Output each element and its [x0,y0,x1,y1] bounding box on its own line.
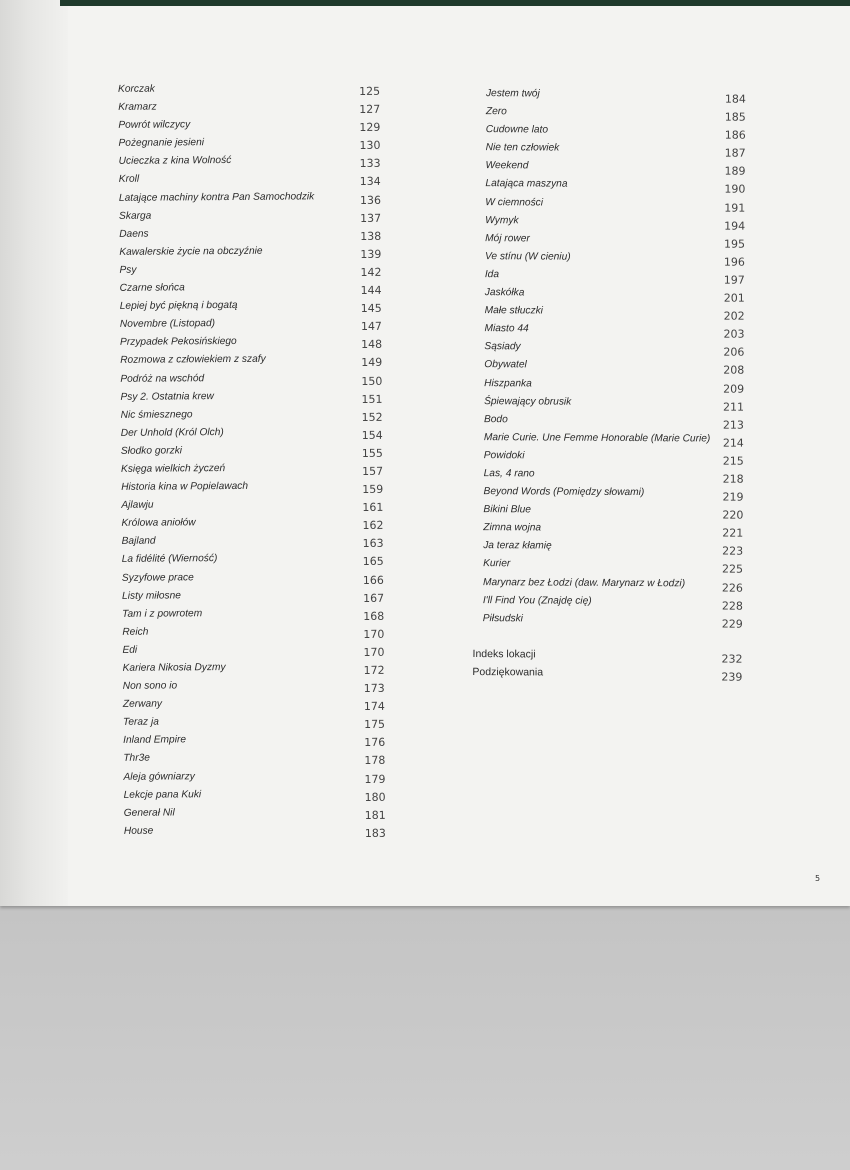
toc-entry-title: La fidélité (Wierność) [121,553,218,566]
toc-entry-page: 152 [361,410,383,424]
toc-entry-page: 197 [723,273,745,287]
toc-entry [467,305,767,325]
toc-entry-page: 180 [364,790,386,804]
toc-entry [467,287,767,307]
toc-entry-title: Generał Nil [123,807,175,819]
toc-entry-title: Czarne słońca [119,282,185,294]
toc-entry-page: 154 [361,428,383,442]
toc-entry-page: 136 [359,193,381,207]
toc-entry-title: Psy 2. Ostatnia krew [120,390,214,403]
toc-entry [465,522,765,542]
toc-entry-page: 201 [723,291,745,305]
toc-entry [102,317,402,337]
toc-entry-title: Kariera Nikosia Dyzmy [122,662,226,674]
toc-entry [468,106,768,126]
toc-entry [467,269,767,289]
toc-entry [465,540,765,560]
toc-entry [102,281,402,301]
toc-entry-page: 221 [722,526,744,540]
toc-entry-title: Bajland [121,535,156,548]
toc-entry [466,323,766,343]
toc-entry [102,335,402,355]
toc-entry-title: Listy miłosne [121,590,181,602]
toc-entry-title: Obywatel [484,359,527,371]
toc-entry [105,697,405,717]
toc-entry-page: 232 [721,652,743,666]
toc-entry-title: Historia kina w Popielawach [121,480,249,493]
toc-entry-title: Aleja gówniarzy [123,770,195,783]
toc-entry-page: 191 [724,201,746,215]
toc-entry [105,679,405,699]
toc-entry [103,516,403,536]
toc-entry-page: 137 [360,211,382,225]
toc-entry-page: 214 [722,436,744,450]
toc-entry-page: 220 [722,508,744,522]
toc-entry-page: 184 [724,92,746,106]
toc-entry [103,462,403,482]
toc-entry [101,190,401,210]
toc-entry-title: Ida [484,269,500,281]
toc-entry [105,715,405,735]
toc-entry-title: Kurier [483,558,511,570]
toc-entry [104,534,404,554]
toc-entry-page: 163 [362,537,384,551]
toc-entry-page: 190 [724,183,746,197]
toc-entry-page: 157 [361,464,384,478]
toc-entry-page: 159 [362,482,384,497]
toc-entry [106,805,406,825]
toc-entry-title: Latające machiny kontra Pan Samochodzik [118,190,315,204]
toc-entry-title: Daens [119,228,149,240]
toc-entry [100,100,400,120]
toc-entry-title: Bodo [483,413,508,425]
toc-entry [100,136,400,156]
toc-entry [465,504,765,524]
toc-entry [465,558,765,578]
toc-entry-title: Syzyfowe prace [121,571,194,584]
toc-entry-title: Księga wielkich życzeń [120,462,226,475]
toc-entry-page: 211 [723,400,745,414]
toc-entry-page: 175 [363,718,386,732]
toc-entry [103,498,403,518]
toc-entry [467,251,767,271]
toc-entry-page: 194 [724,219,746,233]
toc-entry-page: 176 [364,736,386,750]
toc-entry [466,414,766,434]
toc-entry [102,353,402,373]
toc-entry-page: 155 [361,446,383,460]
toc-entry-title: Teraz ja [122,716,159,729]
toc-entry [101,263,401,283]
toc-entry-page: 187 [724,146,746,160]
toc-entry-page: 186 [724,128,746,142]
toc-entry-page: 183 [364,826,386,840]
toc-entry [102,371,402,391]
toc-entry [466,468,766,488]
toc-entry [466,396,766,416]
toc-entry [103,407,403,427]
toc-entry [467,215,767,235]
toc-entry-title: Ucieczka z kina Wolność [118,155,232,168]
toc-entry-title: Bikini Blue [483,504,532,516]
toc-entry [104,643,404,663]
toc-entry [467,160,767,180]
toc-entry-page: 166 [362,573,384,587]
toc-entry [467,233,767,253]
toc-entry [100,118,400,138]
toc-entry-page: 134 [359,175,381,189]
toc-entry-page: 225 [722,562,744,577]
toc-entry-page: 223 [722,544,744,559]
toc-entry-title: Rozmowa z człowiekiem z szafy [120,354,266,367]
toc-entry-page: 178 [364,754,386,768]
toc-entry-title: Lepiej być piękną i bogatą [119,300,238,312]
toc-entry [104,552,404,572]
toc-entry-page: 150 [361,374,383,388]
toc-entry-title: Wymyk [485,214,519,226]
toc-entry-title: Skarga [118,210,152,222]
toc-entry-title: Novembre (Listopad) [119,318,216,331]
toc-entry-title: Edi [122,644,138,656]
toc-entry-page: 145 [360,301,382,316]
toc-entry-page: 206 [723,345,745,360]
toc-entry-title: Marie Curie. Une Femme Honorable (Marie Curie) [483,431,711,445]
toc-entry-title: Der Unhold (Król Olch) [120,426,224,439]
toc-entry-page: 129 [359,120,381,135]
toc-entry-title: Jestem twój [485,88,540,100]
toc-entry-page: 239 [721,670,743,684]
background-surface [0,906,850,1170]
toc-column-left [100,82,406,844]
toc-entry-page: 173 [363,681,385,696]
toc-entry-page: 151 [361,392,383,406]
toc-entry-title: Zero [485,106,507,118]
toc-entry [103,444,403,464]
toc-entry-page: 228 [721,599,743,613]
toc-entry-page: 179 [364,772,386,786]
toc-entry-title: Ajlawju [121,499,154,512]
toc-entry-page: 125 [359,84,381,98]
toc-entry-title: Reich [122,626,149,638]
toc-entry [466,341,766,361]
toc-entry-page: 148 [361,338,383,352]
toc-entry [465,595,765,615]
toc-entry [104,606,404,626]
toc-entry-title: Latająca maszyna [485,178,568,191]
toc-entry-page: 185 [724,110,746,124]
toc-entry-title: Śpiewający obrusik [484,395,572,408]
toc-entry-title: Zerwany [122,698,162,711]
toc-entry-title: Powidoki [483,449,525,462]
toc-entry-title: Mój rower [485,232,530,245]
toc-entry [466,432,766,452]
toc-entry-page: 170 [363,645,385,659]
toc-entry-page: 149 [361,356,383,370]
toc-entry-page: 172 [363,663,385,677]
toc-entry-title: Beyond Words (Pomiędzy słowami) [483,486,645,499]
toc-entry [100,82,400,102]
toc-entry [106,823,406,843]
toc-entry-title: Tam i z powrotem [122,607,203,620]
toc-entry [466,450,766,470]
toc-entry-page: 139 [360,247,382,261]
toc-entry [101,154,401,174]
page-number: 5 [815,874,821,883]
toc-entry-title: Pożegnanie jesieni [118,137,205,150]
toc-entry-title: Ve stínu (W cieniu) [484,250,571,263]
toc-entry-page: 127 [359,102,381,117]
toc-entry [105,769,405,789]
toc-entry-page: 209 [723,382,745,396]
toc-entry-title: Przypadek Pekosińskiego [119,336,237,349]
toc-entry-title: Marynarz bez Łodzi (daw. Marynarz w Łodzi) [482,576,686,589]
toc-entry [106,787,406,807]
toc-entry [466,359,766,379]
toc-entry-title: House [123,825,154,837]
toc-entry-title: Kramarz [118,101,157,113]
toc-entry-page: 142 [360,265,382,279]
toc-entry-page: 219 [722,490,744,504]
toc-entry-page: 203 [723,327,745,341]
toc-entry [101,226,401,246]
toc-entry-page: 161 [362,500,384,515]
toc-entry-page: 181 [364,808,386,822]
toc-entry-title: Non sono io [122,680,178,692]
toc-entry [101,244,401,264]
toc-entry-title: Kroll [118,174,140,186]
toc-entry-title: Małe stłuczki [484,305,543,317]
toc-entry-title: Nie ten człowiek [485,142,560,154]
toc-entry-page: 218 [722,472,744,486]
toc-entry-title: Indeks lokacji [472,647,536,661]
toc-entry [465,486,765,506]
toc-entry [468,124,768,144]
toc-entry-title: Zimna wojna [483,522,542,534]
toc-entry [466,377,766,397]
toc-entry-page: 195 [724,237,746,251]
toc-entry-page: 144 [360,283,382,297]
toc-entry [102,299,402,319]
toc-entry-title: Powrót wilczycy [118,119,191,132]
toc-entry [101,208,401,228]
toc-entry-title: Ja teraz kłamię [483,540,552,552]
toc-entry [464,666,764,686]
toc-entry [104,624,404,644]
toc-spacer [465,631,765,650]
toc-entry-title: Jaskółka [484,287,525,299]
toc-entry-title: Korczak [117,83,155,95]
toc-entry-title: Podziękowania [472,665,544,679]
toc-entry-title: Inland Empire [123,734,187,747]
toc-entry-title: Kawalerskie życie na obczyźnie [119,245,263,258]
toc-entry-page: 174 [363,699,385,714]
toc-entry [101,172,401,192]
toc-entry-page: 147 [360,320,382,334]
toc-entry-title: Królowa aniołów [121,517,196,530]
toc-entry-page: 226 [721,581,743,595]
toc-entry-page: 189 [724,164,746,179]
toc-column-right [464,88,768,686]
toc-entry [104,588,404,608]
toc-entry [104,570,404,590]
toc-entry-page: 208 [723,363,745,378]
toc-entry-page: 165 [362,555,384,569]
toc-entry [103,480,403,500]
toc-entry [464,648,764,668]
toc-entry-title: Weekend [485,160,529,172]
toc-entry-title: Cudowne lato [485,124,549,136]
toc-entry-page: 170 [363,627,385,641]
toc-entry [465,577,765,597]
page-spine-shadow [0,0,68,906]
toc-entry [102,389,402,409]
toc-entry-page: 168 [363,609,385,623]
toc-entry-page: 133 [359,157,381,171]
toc-entry-title: Sąsiady [484,341,521,353]
toc-entry [467,197,767,217]
toc-entry-page: 229 [721,617,743,631]
toc-entry-title: Psy [119,264,137,276]
toc-entry-page: 162 [362,519,384,533]
toc-entry [467,178,767,198]
toc-entry-title: Las, 4 rano [483,468,535,480]
toc-entry [468,88,768,108]
toc-entry-page: 167 [362,591,385,605]
toc-entry [465,613,765,633]
toc-entry [468,142,768,162]
toc-entry-title: I'll Find You (Znajdę cię) [482,594,592,607]
toc-entry-page: 202 [723,309,745,323]
toc-entry [105,733,405,753]
toc-entry-title: Lekcje pana Kuki [123,788,202,801]
toc-entry-page: 213 [722,418,744,432]
toc-entry-page: 215 [722,454,744,468]
toc-entry-page: 130 [359,139,381,153]
toc-entry-title: Hiszpanka [484,377,532,389]
toc-entry-page: 138 [360,229,382,243]
toc-entry-title: Thr3e [123,753,150,765]
toc-entry-title: Słodko gorzki [120,445,183,457]
toc-entry-title: Miasto 44 [484,323,529,335]
toc-entry-title: Podróż na wschód [120,372,205,385]
toc-entry [103,425,403,445]
toc-entry-page: 196 [723,255,745,269]
toc-entry-title: W ciemności [485,196,544,209]
cover-edge [60,0,850,6]
toc-entry [105,661,405,681]
toc-entry-title: Nic śmiesznego [120,408,193,421]
toc-entry [105,751,405,771]
toc-entry-title: Piłsudski [482,612,523,625]
